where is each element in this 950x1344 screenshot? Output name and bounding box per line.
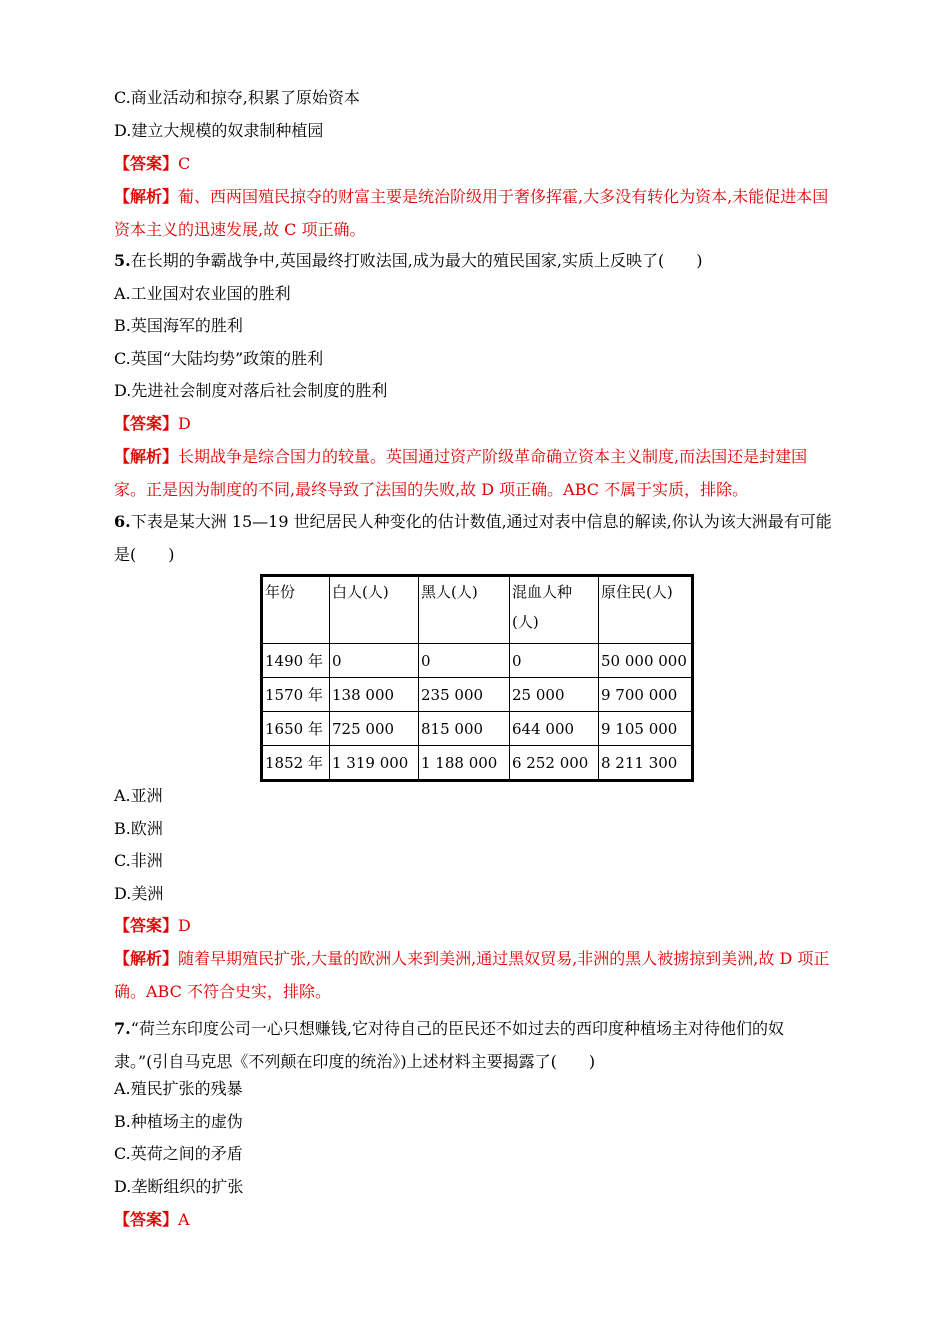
table-cell: 0 — [330, 644, 419, 678]
answer-value: D — [178, 414, 191, 433]
q6-answer — [114, 916, 191, 936]
question-text: 下表是某大洲 15—19 世纪居民人种变化的估计数值,通过对表中信息的解读,你认为该大洲最有可能是( ) — [114, 512, 832, 564]
q4-option-d: D.建立大规模的奴隶制种植园 — [114, 121, 324, 140]
q5-answer — [114, 414, 191, 434]
table-cell: 9 105 000 — [599, 712, 693, 746]
q7-option-a: A.殖民扩张的残暴 — [114, 1079, 243, 1098]
answer-value: A — [178, 1210, 190, 1229]
population-table — [260, 574, 694, 782]
table-cell: 6 252 000 — [510, 746, 599, 781]
table-cell: 235 000 — [419, 678, 510, 712]
q5-analysis — [114, 440, 838, 506]
table-row — [262, 644, 693, 678]
q6-option-c: C.非洲 — [114, 851, 163, 870]
q6-option-d: D.美洲 — [114, 884, 164, 903]
table-cell: 644 000 — [510, 712, 599, 746]
q6-option-a: A.亚洲 — [114, 786, 163, 805]
q5-option-b: B.英国海军的胜利 — [114, 316, 243, 335]
analysis-label: 【解析】 — [114, 447, 179, 466]
q7-stem — [114, 1012, 838, 1078]
answer-label: 【答案】 — [114, 154, 179, 173]
answer-label: 【答案】 — [114, 1210, 179, 1229]
table-cell: 0 — [510, 644, 599, 678]
q6-analysis — [114, 942, 838, 1008]
q5-stem — [114, 251, 702, 271]
table-cell: 1490 年 — [262, 644, 330, 678]
q6-option-b: B.欧洲 — [114, 819, 163, 838]
q5-option-d: D.先进社会制度对落后社会制度的胜利 — [114, 381, 388, 400]
q4-answer — [114, 154, 190, 174]
answer-value: D — [178, 916, 191, 935]
table-cell: 9 700 000 — [599, 678, 693, 712]
table-cell: 1570 年 — [262, 678, 330, 712]
table-header-cell: 混血人种(人) — [510, 576, 599, 644]
answer-label: 【答案】 — [114, 414, 179, 433]
table-cell: 815 000 — [419, 712, 510, 746]
table-header-cell: 白人(人) — [330, 576, 419, 644]
table-cell: 0 — [419, 644, 510, 678]
q5-option-a: A.工业国对农业国的胜利 — [114, 284, 291, 303]
q7-option-c: C.英荷之间的矛盾 — [114, 1144, 243, 1163]
analysis-label: 【解析】 — [114, 187, 179, 206]
q6-stem — [114, 505, 838, 571]
q4-option-c: C.商业活动和掠夺,积累了原始资本 — [114, 88, 360, 107]
table-cell: 725 000 — [330, 712, 419, 746]
analysis-text: 随着早期殖民扩张,大量的欧洲人来到美洲,通过黑奴贸易,非洲的黑人被掳掠到美洲,故 D 项正确。ABC 不符合史实，排除。 — [114, 949, 830, 1001]
table-header-cell: 黑人(人) — [419, 576, 510, 644]
table-cell: 1 319 000 — [330, 746, 419, 781]
q4-analysis — [114, 180, 838, 246]
table-header-cell: 原住民(人) — [599, 576, 693, 644]
table-row — [262, 746, 693, 781]
answer-value: C — [178, 154, 191, 173]
table-cell: 50 000 000 — [599, 644, 693, 678]
table-cell: 1852 年 — [262, 746, 330, 781]
q5-option-c: C.英国“大陆均势”政策的胜利 — [114, 349, 324, 368]
table-cell: 1650 年 — [262, 712, 330, 746]
q7-answer — [114, 1210, 190, 1230]
q7-option-d: D.垄断组织的扩张 — [114, 1177, 244, 1196]
question-number: 6. — [114, 512, 131, 531]
analysis-label: 【解析】 — [114, 949, 179, 968]
table-cell: 138 000 — [330, 678, 419, 712]
table-cell: 25 000 — [510, 678, 599, 712]
table-cell: 1 188 000 — [419, 746, 510, 781]
q7-option-b: B.种植场主的虚伪 — [114, 1112, 243, 1131]
question-text: 在长期的争霸战争中,英国最终打败法国,成为最大的殖民国家,实质上反映了( ) — [130, 251, 703, 270]
analysis-text: 葡、西两国殖民掠夺的财富主要是统治阶级用于奢侈挥霍,大多没有转化为资本,未能促进本国资本主义的迅速发展,故 C 项正确。 — [114, 187, 829, 239]
table-header-row — [262, 576, 693, 644]
question-number: 7. — [114, 1019, 131, 1038]
table-row — [262, 712, 693, 746]
table-cell: 8 211 300 — [599, 746, 693, 781]
answer-label: 【答案】 — [114, 916, 179, 935]
question-number: 5. — [114, 251, 131, 270]
table-row — [262, 678, 693, 712]
analysis-text: 长期战争是综合国力的较量。英国通过资产阶级革命确立资本主义制度,而法国还是封建国家。正是因为制度的不同,最终导致了法国的失败,故 D 项正确。ABC 不属于实质，排除。 — [114, 447, 808, 499]
question-text: “荷兰东印度公司一心只想赚钱,它对待自己的臣民还不如过去的西印度种植场主对待他们的奴隶。”(引自马克思《不列颠在印度的统治》)上述材料主要揭露了( ) — [114, 1019, 784, 1071]
table-header-cell: 年份 — [262, 576, 330, 644]
